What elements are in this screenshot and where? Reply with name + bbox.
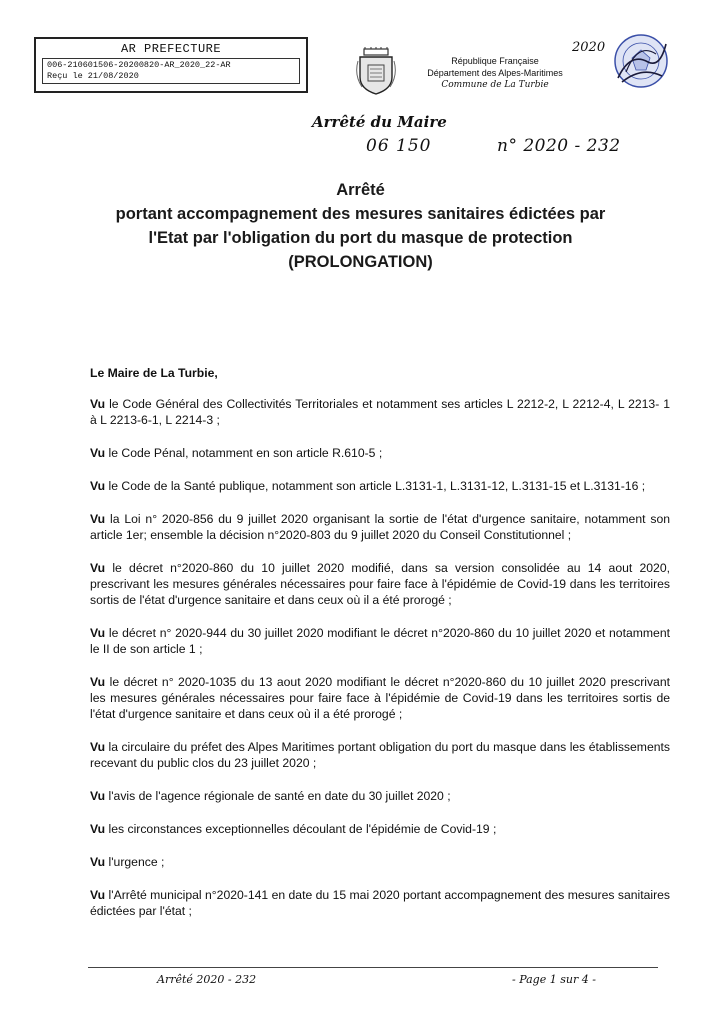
vu-label: Vu: [90, 479, 106, 493]
vu-text: la circulaire du préfet des Alpes Maritimes portant obligation du port du masque dans les établissements recevant du public clos du 23 juillet 2020 ;: [90, 740, 670, 770]
vu-paragraph-3: [90, 478, 670, 494]
stamp-details: [42, 58, 300, 84]
vu-label: Vu: [90, 626, 106, 640]
registry-number: 06 150: [366, 136, 432, 156]
vu-text: le Code Général des Collectivités Territoriales et notamment ses articles L 2212-2, L 2212-4, L 2213- 1 à L 2213-6-1, L 2214-3 ;: [90, 397, 670, 427]
title-line-3: l'Etat par l'obligation du port du masque de protection: [148, 229, 573, 247]
vu-label: Vu: [90, 888, 106, 902]
vu-paragraph-4: [90, 511, 670, 543]
stamp-reference: 006-210601506-20200820-AR_2020_22-AR: [47, 60, 231, 70]
stamp-title: AR PREFECTURE: [120, 42, 222, 56]
vu-label: Vu: [90, 789, 106, 803]
handwritten-year: 2020: [572, 40, 606, 55]
department-label: Département des Alpes-Maritimes: [427, 68, 563, 78]
issuer-header: [420, 55, 570, 91]
vu-text: l'urgence ;: [108, 855, 165, 869]
official-seal-icon: [612, 32, 670, 90]
vu-text: les circonstances exceptionnelles découlant de l'épidémie de Covid-19 ;: [108, 822, 497, 836]
footer-divider: [88, 967, 658, 968]
republic-label: République Française: [451, 56, 539, 66]
vu-label: Vu: [90, 855, 106, 869]
commune-label: Commune de La Turbie: [441, 80, 549, 90]
arrete-heading: Arrêté du Maire: [312, 113, 447, 131]
vu-label: Vu: [90, 397, 106, 411]
vu-paragraph-12: [90, 887, 670, 919]
vu-paragraph-7: [90, 674, 670, 722]
vu-text: la Loi n° 2020-856 du 9 juillet 2020 organisant la sortie de l'état d'urgence sanitaire, notamment son article 1er; ensemble la décision n°2020-803 du 9 juillet 2020 du Conseil Constitutionnel ;: [90, 512, 670, 542]
prefecture-stamp: [34, 37, 308, 93]
vu-label: Vu: [90, 822, 106, 836]
vu-paragraph-1: [90, 396, 670, 428]
title-line-1: Arrêté: [336, 181, 385, 199]
vu-label: Vu: [90, 561, 106, 575]
vu-paragraph-11: [90, 854, 670, 870]
document-title: [60, 178, 661, 274]
body-lead: Le Maire de La Turbie,: [90, 366, 218, 380]
vu-text: le décret n° 2020-944 du 30 juillet 2020 modifiant le décret n°2020-860 du 10 juillet 2020 et notamment le II de son article 1 ;: [90, 626, 670, 656]
arrete-number: n° 2020 - 232: [497, 136, 621, 156]
coat-of-arms-icon: [356, 47, 396, 95]
vu-label: Vu: [90, 446, 106, 460]
vu-text: l'avis de l'agence régionale de santé en date du 30 juillet 2020 ;: [108, 789, 451, 803]
stamp-received-date: Reçu le 21/08/2020: [47, 71, 139, 81]
vu-text: le Code Pénal, notamment en son article R.610-5 ;: [108, 446, 383, 460]
vu-paragraph-9: [90, 788, 670, 804]
vu-label: Vu: [90, 675, 106, 689]
vu-label: Vu: [90, 512, 106, 526]
vu-paragraph-6: [90, 625, 670, 657]
title-line-4: (PROLONGATION): [288, 253, 433, 271]
page-number: - Page 1 sur 4 -: [512, 973, 596, 986]
vu-text: le décret n°2020-860 du 10 juillet 2020 modifié, dans sa version consolidée au 14 aout 2020, prescrivant les mesures générales nécessaires pour faire face à l'épidémie de Covid-19 dans les territoires sortis de l'état d'urgence sanitaire et dans ceux où il a été prorogé ;: [90, 561, 670, 607]
title-line-2: portant accompagnement des mesures sanitaires édictées par: [115, 205, 606, 223]
footer-reference: Arrêté 2020 - 232: [157, 973, 257, 986]
vu-paragraph-2: [90, 445, 670, 461]
vu-text: le décret n° 2020-1035 du 13 aout 2020 modifiant le décret n°2020-860 du 10 juillet 2020 prescrivant les mesures générales nécessaires pour faire face à l'épidémie de Covid-19 dans les territoires sortis de l'état d'urgence sanitaire et dans ceux où il a été prorogé ;: [90, 675, 670, 721]
vu-label: Vu: [90, 740, 106, 754]
document-body: [90, 365, 670, 936]
vu-paragraph-10: [90, 821, 670, 837]
vu-paragraph-5: [90, 560, 670, 608]
vu-text: le Code de la Santé publique, notamment son article L.3131-1, L.3131-12, L.3131-15 et L.3131-16 ;: [108, 479, 646, 493]
vu-text: l'Arrêté municipal n°2020-141 en date du 15 mai 2020 portant accompagnement des mesures sanitaires édictées par l'état ;: [90, 888, 671, 918]
vu-paragraph-8: [90, 739, 670, 771]
